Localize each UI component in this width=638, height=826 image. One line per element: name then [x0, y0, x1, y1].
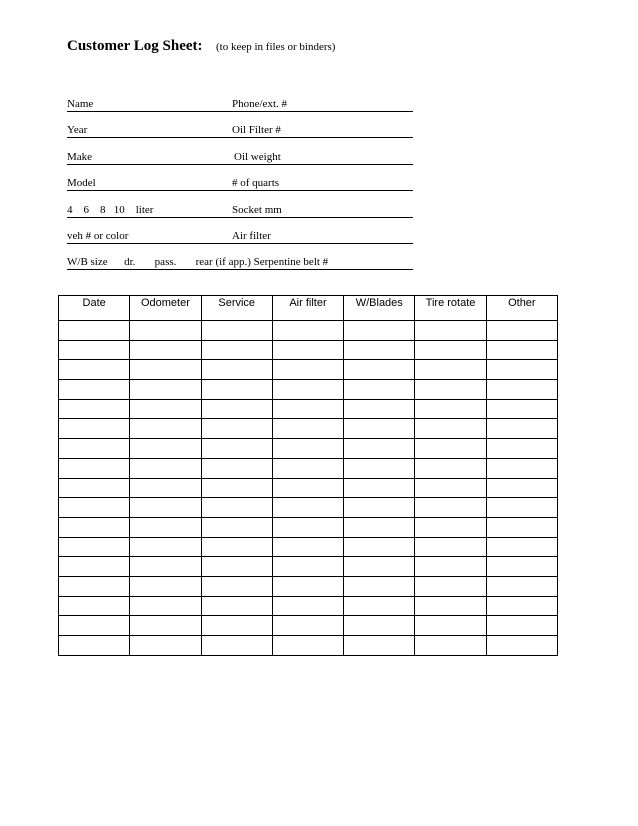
table-cell[interactable]: [272, 616, 343, 636]
table-cell[interactable]: [486, 557, 557, 577]
table-cell[interactable]: [344, 576, 415, 596]
table-row: [59, 340, 558, 360]
table-cell[interactable]: [415, 340, 486, 360]
field-row-cylinders-socket[interactable]: [67, 201, 413, 218]
table-cell[interactable]: [486, 360, 557, 380]
table-cell[interactable]: [272, 636, 343, 656]
column-header-other: Other: [486, 296, 557, 321]
table-cell[interactable]: [201, 439, 272, 459]
table-cell[interactable]: [201, 478, 272, 498]
table-cell[interactable]: [344, 360, 415, 380]
table-cell[interactable]: [59, 478, 130, 498]
table-cell[interactable]: [415, 616, 486, 636]
table-cell[interactable]: [201, 537, 272, 557]
table-cell[interactable]: [344, 380, 415, 400]
table-cell[interactable]: [130, 419, 201, 439]
table-header-row: [59, 296, 558, 321]
table-cell[interactable]: [201, 458, 272, 478]
table-cell[interactable]: [59, 399, 130, 419]
table-cell[interactable]: [344, 478, 415, 498]
column-header-date: Date: [59, 296, 130, 321]
table-cell[interactable]: [59, 576, 130, 596]
table-cell[interactable]: [59, 380, 130, 400]
table-cell[interactable]: [415, 439, 486, 459]
table-cell[interactable]: [415, 576, 486, 596]
table-cell[interactable]: [486, 636, 557, 656]
table-cell[interactable]: [344, 517, 415, 537]
table-cell[interactable]: [130, 616, 201, 636]
table-cell[interactable]: [59, 537, 130, 557]
quarts-label: # of quarts: [232, 177, 280, 189]
table-cell[interactable]: [272, 498, 343, 518]
table-cell[interactable]: [59, 636, 130, 656]
table-cell[interactable]: [59, 517, 130, 537]
table-cell[interactable]: [59, 458, 130, 478]
table-row: [59, 399, 558, 419]
table-cell[interactable]: [344, 557, 415, 577]
table-cell[interactable]: [486, 419, 557, 439]
table-cell[interactable]: [486, 596, 557, 616]
table-cell[interactable]: [201, 419, 272, 439]
table-cell[interactable]: [344, 537, 415, 557]
table-cell[interactable]: [130, 439, 201, 459]
table-row: [59, 616, 558, 636]
table-cell[interactable]: [486, 458, 557, 478]
table-cell[interactable]: [344, 458, 415, 478]
table-cell[interactable]: [201, 517, 272, 537]
field-row-year-oil-filter[interactable]: [67, 121, 413, 138]
table-cell[interactable]: [344, 636, 415, 656]
table-cell[interactable]: [130, 340, 201, 360]
column-header-service: Service: [201, 296, 272, 321]
table-row: [59, 478, 558, 498]
table-cell[interactable]: [130, 478, 201, 498]
table-cell[interactable]: [130, 636, 201, 656]
table-row: [59, 636, 558, 656]
table-row: [59, 419, 558, 439]
table-cell[interactable]: [272, 478, 343, 498]
column-header-w-blades: W/Blades: [344, 296, 415, 321]
table-cell[interactable]: [415, 498, 486, 518]
table-cell[interactable]: [130, 458, 201, 478]
table-cell[interactable]: [201, 498, 272, 518]
model-label: Model: [67, 177, 96, 189]
table-row: [59, 380, 558, 400]
table-row: [59, 557, 558, 577]
table-cell[interactable]: [344, 340, 415, 360]
table-cell[interactable]: [272, 321, 343, 341]
table-cell[interactable]: [201, 616, 272, 636]
table-cell[interactable]: [272, 458, 343, 478]
table-cell[interactable]: [272, 596, 343, 616]
table-cell[interactable]: [415, 596, 486, 616]
table-cell[interactable]: [130, 517, 201, 537]
table-row: [59, 498, 558, 518]
table-cell[interactable]: [130, 380, 201, 400]
table-row: [59, 537, 558, 557]
cylinders-label: 4 6 8 10 liter: [67, 204, 154, 216]
year-label: Year: [67, 124, 88, 136]
name-label: Name: [67, 98, 94, 110]
column-header-air-filter: Air filter: [272, 296, 343, 321]
table-cell[interactable]: [415, 557, 486, 577]
make-label: Make: [67, 151, 93, 163]
table-cell[interactable]: [59, 557, 130, 577]
table-cell[interactable]: [486, 321, 557, 341]
field-row-wb-serpentine[interactable]: [67, 253, 413, 270]
table-cell[interactable]: [486, 478, 557, 498]
page-subtitle: (to keep in files or binders): [216, 41, 336, 53]
table-row: [59, 360, 558, 380]
table-cell[interactable]: [272, 419, 343, 439]
table-row: [59, 576, 558, 596]
oil-filter-label: Oil Filter #: [232, 124, 281, 136]
table-cell[interactable]: [415, 419, 486, 439]
wb-size-label: W/B size dr. pass. rear (if app.) Serpentine belt #: [67, 256, 329, 268]
table-body: [59, 321, 558, 656]
table-cell[interactable]: [130, 576, 201, 596]
table-cell[interactable]: [272, 439, 343, 459]
table-cell[interactable]: [201, 321, 272, 341]
table-cell[interactable]: [130, 321, 201, 341]
table-cell[interactable]: [415, 380, 486, 400]
table-cell[interactable]: [272, 399, 343, 419]
table-cell[interactable]: [415, 321, 486, 341]
table-cell[interactable]: [59, 498, 130, 518]
table-cell[interactable]: [272, 340, 343, 360]
table-cell[interactable]: [59, 340, 130, 360]
table-cell[interactable]: [130, 596, 201, 616]
socket-label: Socket mm: [232, 204, 282, 216]
table-cell[interactable]: [486, 517, 557, 537]
table-cell[interactable]: [201, 360, 272, 380]
table-cell[interactable]: [201, 340, 272, 360]
table-cell[interactable]: [344, 399, 415, 419]
table-cell[interactable]: [201, 380, 272, 400]
table-cell[interactable]: [272, 576, 343, 596]
veh-color-label: veh # or color: [67, 230, 129, 242]
air-filter-label: Air filter: [232, 230, 271, 242]
table-cell[interactable]: [272, 557, 343, 577]
table-cell[interactable]: [201, 557, 272, 577]
table-row: [59, 321, 558, 341]
table-cell[interactable]: [201, 596, 272, 616]
table-row: [59, 439, 558, 459]
table-row: [59, 517, 558, 537]
table-cell[interactable]: [59, 439, 130, 459]
table-cell[interactable]: [201, 576, 272, 596]
column-header-tire-rotate: Tire rotate: [415, 296, 486, 321]
table-cell[interactable]: [130, 537, 201, 557]
field-row-name-phone[interactable]: [67, 95, 413, 112]
field-row-veh-air-filter[interactable]: [67, 227, 413, 244]
table-cell[interactable]: [272, 360, 343, 380]
table-cell[interactable]: [486, 498, 557, 518]
service-log-table: [58, 295, 558, 656]
table-cell[interactable]: [59, 360, 130, 380]
table-cell[interactable]: [59, 616, 130, 636]
table-cell[interactable]: [344, 596, 415, 616]
table-cell[interactable]: [59, 419, 130, 439]
table-cell[interactable]: [130, 498, 201, 518]
table-cell[interactable]: [415, 537, 486, 557]
table-cell[interactable]: [59, 321, 130, 341]
table-cell[interactable]: [344, 419, 415, 439]
table-cell[interactable]: [486, 616, 557, 636]
table-cell[interactable]: [415, 399, 486, 419]
page-title: Customer Log Sheet:: [67, 38, 203, 54]
table-cell[interactable]: [486, 340, 557, 360]
table-cell[interactable]: [415, 478, 486, 498]
table-cell[interactable]: [201, 636, 272, 656]
table-cell[interactable]: [272, 380, 343, 400]
table-cell[interactable]: [130, 360, 201, 380]
field-row-model-quarts[interactable]: [67, 174, 413, 191]
table-cell[interactable]: [486, 576, 557, 596]
table-cell[interactable]: [201, 399, 272, 419]
table-cell[interactable]: [415, 360, 486, 380]
table-cell[interactable]: [344, 439, 415, 459]
table-cell[interactable]: [344, 498, 415, 518]
table-cell[interactable]: [486, 380, 557, 400]
table-row: [59, 458, 558, 478]
table-cell[interactable]: [130, 557, 201, 577]
table-cell[interactable]: [486, 399, 557, 419]
phone-label: Phone/ext. #: [232, 98, 287, 110]
table-cell[interactable]: [344, 321, 415, 341]
table-cell[interactable]: [272, 517, 343, 537]
table-cell[interactable]: [415, 458, 486, 478]
field-row-make-oil-weight[interactable]: [67, 148, 413, 165]
table-cell[interactable]: [130, 399, 201, 419]
column-header-odometer: Odometer: [130, 296, 201, 321]
table-cell[interactable]: [486, 439, 557, 459]
table-cell[interactable]: [415, 517, 486, 537]
table-cell[interactable]: [415, 636, 486, 656]
table-cell[interactable]: [344, 616, 415, 636]
table-row: [59, 596, 558, 616]
table-cell[interactable]: [272, 537, 343, 557]
oil-weight-label: Oil weight: [234, 151, 281, 163]
table-cell[interactable]: [59, 596, 130, 616]
table-cell[interactable]: [486, 537, 557, 557]
